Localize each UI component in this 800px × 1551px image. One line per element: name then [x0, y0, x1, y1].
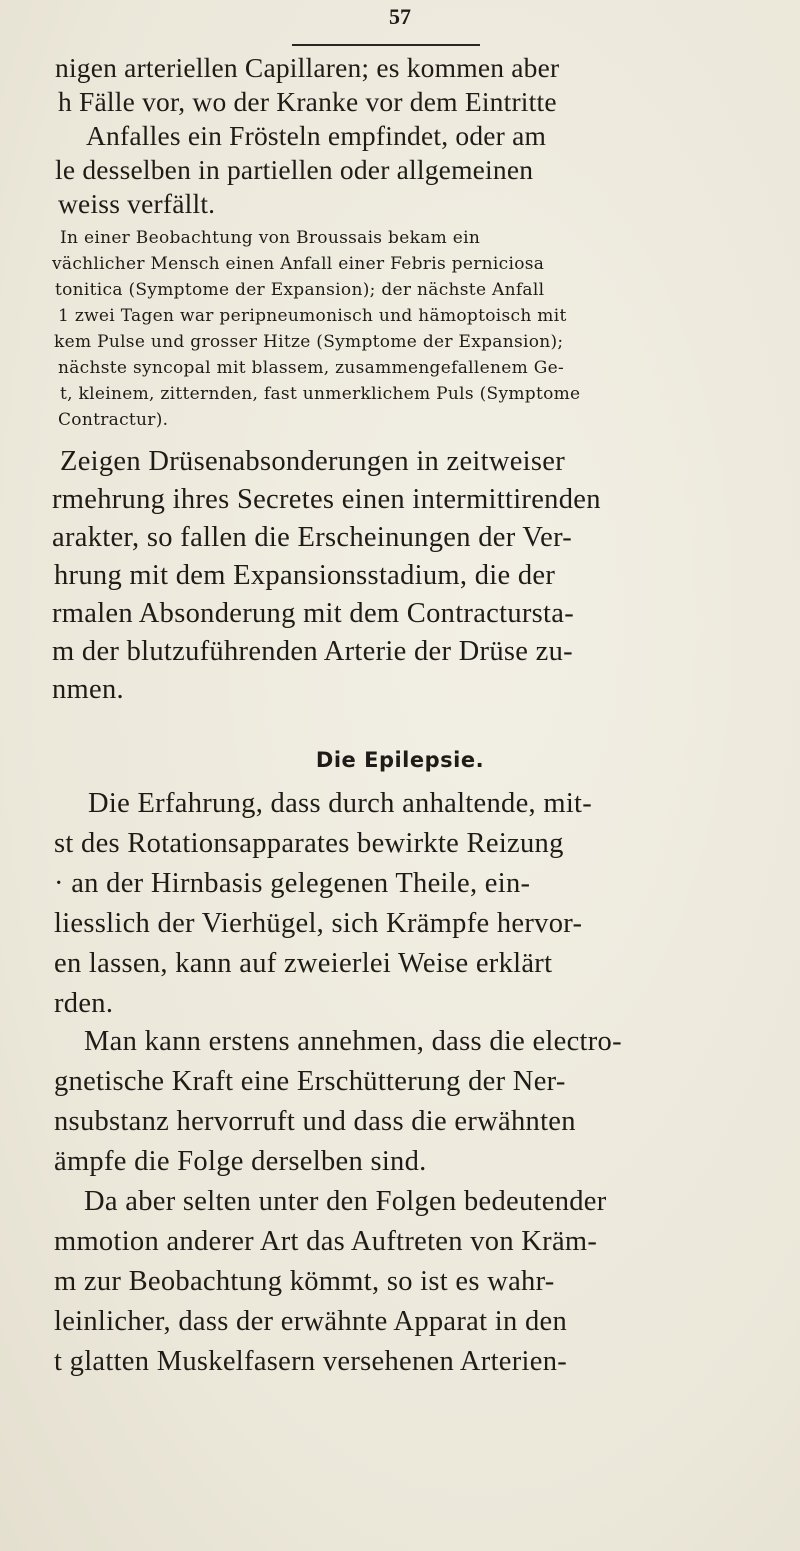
text-line: leinlicher, dass der erwähnte Apparat in den — [54, 1306, 567, 1337]
text-line: le desselben in partiellen oder allgemeinen — [55, 154, 534, 185]
text-line: gnetische Kraft eine Erschütterung der Ner- — [54, 1066, 566, 1097]
text-line: Anfalles ein Frösteln empfindet, oder am — [86, 120, 547, 151]
note-line: t, kleinem, zitternden, fast unmerklichem Puls (Symptome — [60, 384, 581, 404]
text-line: ämpfe die Folge derselben sind. — [54, 1146, 427, 1177]
text-line: rmehrung ihres Secretes einen intermittirenden — [52, 484, 601, 515]
text-line: · an der Hirnbasis gelegenen Theile, ein- — [54, 868, 531, 899]
text-line: Man kann erstens annehmen, dass die electro- — [84, 1026, 622, 1057]
text-line: liesslich der Vierhügel, sich Krämpfe hervor- — [54, 908, 583, 939]
text-line: t glatten Muskelfasern versehenen Arterien- — [54, 1346, 568, 1377]
text-line: m zur Beobachtung kömmt, so ist es wahr- — [54, 1266, 555, 1297]
text-line: h Fälle vor, wo der Kranke vor dem Eintritte — [58, 86, 557, 117]
note-line: vächlicher Mensch einen Anfall einer Febris perniciosa — [52, 254, 545, 274]
note-line: Contractur). — [58, 410, 169, 430]
text-line: nigen arteriellen Capillaren; es kommen aber — [55, 52, 560, 83]
text-line: hrung mit dem Expansionsstadium, die der — [54, 560, 556, 591]
text-line: m der blutzuführenden Arterie der Drüse zu- — [52, 636, 573, 667]
note-line: tonitica (Symptome der Expansion); der nächste Anfall — [55, 280, 545, 300]
text-line: nsubstanz hervorruft und dass die erwähnten — [54, 1106, 576, 1137]
text-line: rden. — [54, 988, 114, 1019]
header-rule — [292, 44, 480, 46]
section-heading: Die Epilepsie. — [315, 748, 485, 772]
note-line: nächste syncopal mit blassem, zusammengefallenem Ge- — [58, 358, 564, 378]
note-line: kem Pulse und grosser Hitze (Symptome der Expansion); — [54, 332, 564, 352]
text-line: weiss verfällt. — [58, 188, 216, 219]
page-number: 57 — [389, 4, 411, 29]
text-line: Zeigen Drüsenabsonderungen in zeitweiser — [60, 446, 566, 477]
text-line: arakter, so fallen die Erscheinungen der Ver- — [52, 522, 573, 553]
text-line: mmotion anderer Art das Auftreten von Kräm- — [54, 1226, 598, 1257]
text-line: Da aber selten unter den Folgen bedeutender — [84, 1186, 607, 1217]
note-line: 1 zwei Tagen war peripneumonisch und hämoptoisch mit — [58, 306, 567, 326]
text-line: Die Erfahrung, dass durch anhaltende, mit- — [88, 788, 593, 819]
text-line: st des Rotationsapparates bewirkte Reizung — [54, 828, 564, 859]
text-line: en lassen, kann auf zweierlei Weise erklärt — [54, 948, 553, 979]
note-line: In einer Beobachtung von Broussais bekam ein — [60, 228, 481, 248]
text-line: rmalen Absonderung mit dem Contractursta- — [52, 598, 575, 629]
text-line: nmen. — [52, 674, 124, 705]
